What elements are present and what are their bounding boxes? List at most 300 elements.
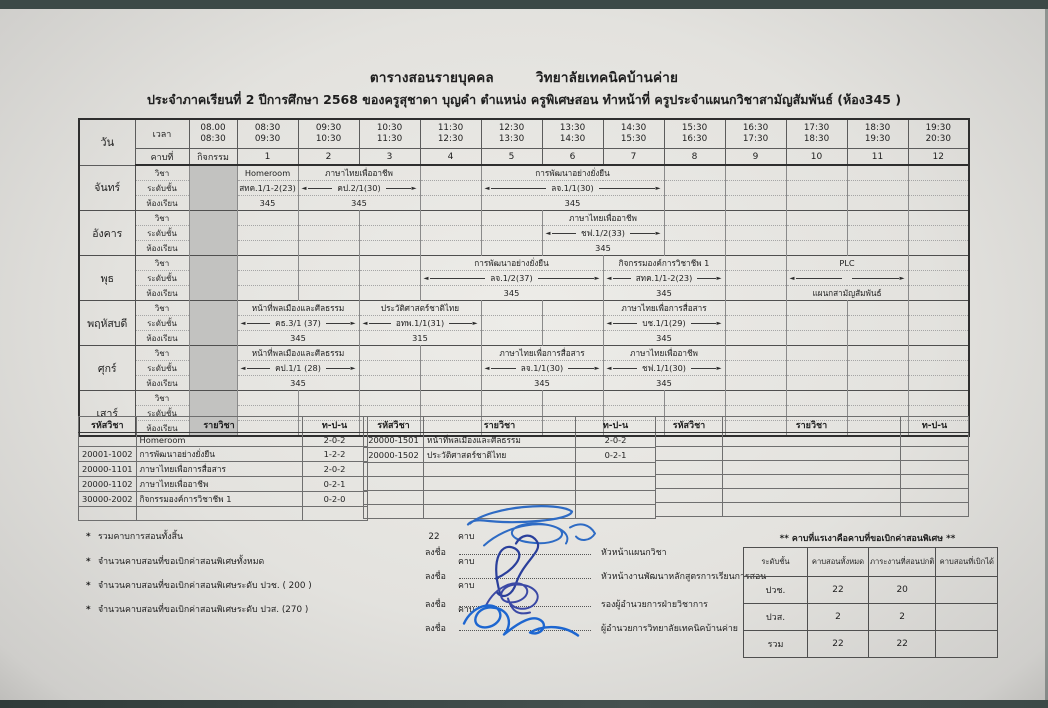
day-name: เสาร์: [79, 391, 135, 437]
summary-unit: คาบ: [458, 532, 475, 542]
empty-period-cell: [786, 301, 847, 316]
course-code-cell: 30000-2002: [79, 492, 137, 507]
group-cell: [237, 361, 359, 376]
room-cell: 345: [542, 241, 664, 256]
arrow-right-icon: ►: [899, 273, 905, 282]
empty-period-cell: [786, 346, 847, 361]
arrow-right-icon: ►: [716, 273, 722, 282]
subrow-label: ห้องเรียน: [135, 331, 189, 346]
subrow-label: ระดับชั้น: [135, 361, 189, 376]
group-text: อทพ.1/1(31): [395, 317, 445, 328]
subrow-label: ระดับชั้น: [135, 271, 189, 286]
course-name-cell: [424, 505, 576, 519]
timetable: [78, 118, 970, 437]
group-cell: [420, 271, 603, 286]
empty-period-cell: [237, 286, 298, 301]
course-table-row: [79, 507, 368, 521]
course-name-cell: [136, 507, 302, 521]
claim-header-cell: คาบสอนทั้งหมด: [808, 548, 869, 577]
course-code-cell: [364, 505, 424, 519]
course-table-row: [364, 477, 656, 491]
shaded-period-note: ** คาบที่แรเงาคือคาบที่ขอเบิกค่าสอนพิเศษ **: [779, 534, 956, 544]
empty-period-cell: [359, 211, 420, 226]
empty-period-cell: [847, 331, 908, 346]
time-header-cell: 10:30 11:30: [359, 119, 420, 149]
room-cell: 345: [481, 376, 603, 391]
signature-line: [459, 621, 591, 631]
empty-period-cell: [847, 241, 908, 256]
course-table-header-row: [364, 417, 656, 433]
sign-label: ลงชื่อ: [425, 624, 446, 634]
time-header-cell: 08.00 08:30: [189, 119, 237, 149]
empty-period-cell: [908, 301, 969, 316]
subrow-label: ห้องเรียน: [135, 196, 189, 211]
empty-period-cell: [298, 391, 359, 406]
empty-period-cell: [420, 361, 481, 376]
subject-cell: ภาษาไทยเพื่ออาชีพ: [542, 211, 664, 226]
group-cell: [359, 316, 481, 331]
course-table-row: [79, 462, 368, 477]
credit-cell: 0-2-1: [576, 448, 656, 463]
course-code-table: [78, 416, 368, 521]
claim-value-cell: 2: [808, 604, 869, 631]
signature-row-1: [425, 545, 667, 559]
empty-period-cell: [908, 331, 969, 346]
group-text: คป.2/1(30): [337, 182, 381, 193]
time-header-cell: 14:30 15:30: [603, 119, 664, 149]
time-header-cell: 08:30 09:30: [237, 119, 298, 149]
period-number-cell: 5: [481, 149, 542, 166]
empty-period-cell: [481, 211, 542, 226]
subrow-label: ระดับชั้น: [135, 181, 189, 196]
arrow-left-icon: ◄: [240, 363, 246, 372]
course-table-header-row: [656, 417, 969, 433]
period-number-cell: 7: [603, 149, 664, 166]
group-text: สทค.1/1-2(23): [635, 272, 693, 283]
group-cell: สทค.1/1-2(23): [237, 181, 298, 196]
day-name: จันทร์: [79, 165, 135, 211]
empty-period-cell: [908, 376, 969, 391]
empty-period-cell: [359, 226, 420, 241]
day-name: ศุกร์: [79, 346, 135, 391]
empty-period-cell: [359, 256, 420, 271]
time-header-cell: 12:30 13:30: [481, 119, 542, 149]
empty-period-cell: [420, 391, 481, 406]
subject-cell: PLC: [786, 256, 908, 271]
credit-cell: 2-0-2: [302, 433, 367, 447]
empty-period-cell: [542, 391, 603, 406]
day-subrow: [79, 211, 969, 226]
arrow-right-icon: ►: [716, 363, 722, 372]
course-table-header-cell: รหัสวิชา: [656, 417, 723, 433]
group-cell: [542, 226, 664, 241]
empty-period-cell: [786, 391, 847, 406]
course-table-row: [79, 447, 368, 462]
signature-row-3: [425, 597, 708, 611]
claim-table: [743, 547, 998, 658]
room-cell: 345: [603, 286, 725, 301]
summary-text: รวมคาบการสอนทั้งสิ้น: [98, 532, 184, 542]
course-name-cell: [723, 433, 901, 447]
group-text: บช.1/1(29): [642, 317, 686, 328]
signature-row-2: [425, 569, 766, 583]
empty-period-cell: [786, 211, 847, 226]
subrow-label: ห้องเรียน: [135, 241, 189, 256]
claim-value-cell: ปวส.: [744, 604, 808, 631]
course-code-cell: [656, 433, 723, 447]
time-header-cell: 13:30 14:30: [542, 119, 603, 149]
signature-line: [459, 569, 591, 579]
course-code-cell: 20001-1002: [79, 447, 137, 462]
course-name-cell: [424, 463, 576, 477]
empty-period-cell: [908, 271, 969, 286]
room-cell: 345: [603, 331, 725, 346]
empty-period-cell: [481, 226, 542, 241]
empty-period-cell: [908, 211, 969, 226]
course-table-header-cell: ท-ป-น: [302, 417, 367, 433]
subrow-label: วิชา: [135, 165, 189, 181]
arrow-right-icon: ►: [594, 363, 600, 372]
period-number-cell: 4: [420, 149, 481, 166]
credit-cell: [901, 461, 969, 475]
course-table-row: [656, 475, 969, 489]
claim-value-cell: 22: [808, 577, 869, 604]
empty-period-cell: [298, 226, 359, 241]
subject-cell: ภาษาไทยเพื่อการสื่อสาร: [603, 301, 725, 316]
period-number-cell: 3: [359, 149, 420, 166]
empty-period-cell: [481, 331, 542, 346]
period-number-cell: 8: [664, 149, 725, 166]
course-table-1: [78, 416, 368, 521]
group-cell: [237, 316, 359, 331]
course-table-header-cell: ท-ป-น: [901, 417, 969, 433]
empty-period-cell: [908, 181, 969, 196]
arrow-right-icon: ►: [594, 273, 600, 282]
course-code-cell: [364, 463, 424, 477]
room-cell: 345: [298, 196, 420, 211]
empty-period-cell: [359, 391, 420, 406]
empty-period-cell: [420, 226, 481, 241]
summary-text: จำนวนคาบสอนที่ขอเบิกค่าสอนพิเศษทั้งหมด: [98, 557, 265, 567]
arrow-left-icon: ◄: [606, 273, 612, 282]
sign-label: ลงชื่อ: [425, 548, 446, 558]
course-table-3: [655, 416, 969, 517]
empty-period-cell: [359, 241, 420, 256]
day-subrow: [79, 301, 969, 316]
arrow-right-icon: ►: [655, 183, 661, 192]
subject-cell: Homeroom: [237, 165, 298, 181]
sign-label: ลงชื่อ: [425, 600, 446, 610]
empty-period-cell: [237, 241, 298, 256]
course-code-cell: [656, 475, 723, 489]
summary-unit: คาบ: [458, 557, 475, 567]
room-cell: 345: [603, 376, 725, 391]
empty-period-cell: [847, 376, 908, 391]
subrow-label: ห้องเรียน: [135, 421, 189, 437]
subject-cell: การพัฒนาอย่างยั่งยืน: [481, 165, 664, 181]
group-text: ลจ.1/1(30): [520, 362, 564, 373]
subrow-label: วิชา: [135, 391, 189, 406]
course-name-cell: กิจกรรมองค์การวิชาชีพ 1: [136, 492, 302, 507]
subrow-label: ระดับชั้น: [135, 316, 189, 331]
empty-period-cell: [908, 196, 969, 211]
period-number-cell: 9: [725, 149, 786, 166]
summary-unit: คาบ: [458, 605, 475, 615]
empty-period-cell: [420, 346, 481, 361]
empty-period-cell: [298, 256, 359, 271]
time-header-cell: 17:30 18:30: [786, 119, 847, 149]
group-cell: [481, 181, 664, 196]
group-text: คธ.3/1 (37): [275, 317, 321, 328]
empty-period-cell: [237, 391, 298, 406]
course-name-cell: Homeroom: [136, 433, 302, 447]
arrow-left-icon: ◄: [240, 318, 246, 327]
empty-period-cell: [664, 391, 725, 406]
claim-header-cell: ภาระงานที่สอนปกติ: [869, 548, 936, 577]
day-subrow: [79, 391, 969, 406]
activity-shaded-cell: [189, 165, 237, 211]
subrow-label: วิชา: [135, 346, 189, 361]
subject-cell: ภาษาไทยเพื่อการสื่อสาร: [481, 346, 603, 361]
signature-row-4: [425, 621, 738, 635]
empty-period-cell: [908, 286, 969, 301]
empty-period-cell: [298, 241, 359, 256]
empty-period-cell: [847, 165, 908, 181]
empty-period-cell: [725, 181, 786, 196]
empty-period-cell: [786, 361, 847, 376]
empty-period-cell: [481, 316, 542, 331]
activity-shaded-cell: [189, 346, 237, 391]
credit-cell: [901, 475, 969, 489]
credit-cell: [302, 507, 367, 521]
course-table-row: [364, 448, 656, 463]
credit-cell: [576, 505, 656, 519]
empty-period-cell: [786, 241, 847, 256]
empty-period-cell: [664, 196, 725, 211]
room-cell: 345: [237, 376, 359, 391]
subject-cell: การพัฒนาอย่างยั่งยืน: [420, 256, 603, 271]
empty-period-cell: [664, 211, 725, 226]
time-header-cell: 18:30 19:30: [847, 119, 908, 149]
day-column-header: วัน: [79, 119, 135, 165]
period-number-cell: 10: [786, 149, 847, 166]
empty-period-cell: [786, 196, 847, 211]
arrow-left-icon: ◄: [423, 273, 429, 282]
empty-period-cell: [847, 361, 908, 376]
empty-period-cell: [786, 331, 847, 346]
claim-value-cell: 20: [869, 577, 936, 604]
empty-period-cell: [786, 376, 847, 391]
subject-cell: หน้าที่พลเมืองและศีลธรรม: [237, 301, 359, 316]
claim-value-cell: [936, 604, 998, 631]
course-table-row: [656, 461, 969, 475]
room-cell: แผนกสามัญสัมพันธ์: [786, 286, 908, 301]
empty-period-cell: [664, 226, 725, 241]
claim-data-row: [744, 631, 998, 658]
signer-title: ผู้อำนวยการวิทยาลัยเทคนิคบ้านค่าย: [601, 624, 738, 634]
day-name: พฤหัสบดี: [79, 301, 135, 346]
period-number-cell: 12: [908, 149, 969, 166]
arrow-left-icon: ◄: [789, 273, 795, 282]
day-name: พุธ: [79, 256, 135, 301]
credit-cell: 2-0-2: [302, 462, 367, 477]
period-label: คาบที่: [135, 149, 189, 166]
empty-period-cell: [725, 271, 786, 286]
course-name-cell: [723, 447, 901, 461]
empty-period-cell: [664, 241, 725, 256]
course-code-cell: [79, 507, 137, 521]
course-code-cell: [656, 447, 723, 461]
course-code-cell: 20000-1501: [364, 433, 424, 448]
timetable-grid: [78, 118, 970, 437]
course-table-header-cell: รายวิชา: [136, 417, 302, 433]
empty-period-cell: [725, 286, 786, 301]
course-table-row: [79, 477, 368, 492]
empty-period-cell: [481, 301, 542, 316]
course-name-cell: ประวัติศาสตร์ชาติไทย: [424, 448, 576, 463]
course-code-cell: [656, 503, 723, 517]
scan-edge-top: [0, 0, 1048, 9]
empty-period-cell: [847, 301, 908, 316]
empty-period-cell: [908, 361, 969, 376]
course-table-row: [364, 491, 656, 505]
group-text: ลจ.1/2(37): [490, 272, 533, 283]
credit-cell: 1-2-2: [302, 447, 367, 462]
empty-period-cell: [542, 301, 603, 316]
claim-value-cell: ปวช.: [744, 577, 808, 604]
empty-period-cell: [542, 331, 603, 346]
bullet-marker: *: [86, 581, 91, 591]
claim-value-cell: 2: [869, 604, 936, 631]
subrow-label: วิชา: [135, 256, 189, 271]
room-cell: 345: [237, 196, 298, 211]
empty-period-cell: [359, 361, 420, 376]
signer-title: หัวหน้างานพัฒนาหลักสูตรการเรียนการสอน: [601, 572, 767, 582]
course-name-cell: [723, 503, 901, 517]
claim-data-row: [744, 604, 998, 631]
period-number-cell: กิจกรรม: [189, 149, 237, 166]
empty-period-cell: [298, 271, 359, 286]
empty-period-cell: [237, 271, 298, 286]
credit-cell: [901, 489, 969, 503]
course-table-row: [364, 433, 656, 448]
empty-period-cell: [847, 211, 908, 226]
subject-cell: กิจกรรมองค์การวิชาชีพ 1: [603, 256, 725, 271]
bullet-marker: *: [86, 532, 91, 542]
claim-value-cell: รวม: [744, 631, 808, 658]
course-table-row: [656, 489, 969, 503]
empty-period-cell: [847, 346, 908, 361]
credit-cell: [901, 503, 969, 517]
credit-cell: [576, 463, 656, 477]
summary-value: 22: [428, 532, 440, 542]
claim-value-cell: 22: [869, 631, 936, 658]
time-header-cell: 11:30 12:30: [420, 119, 481, 149]
course-name-cell: [424, 477, 576, 491]
claim-value-cell: 22: [808, 631, 869, 658]
course-code-cell: [79, 433, 137, 447]
claim-value-cell: [936, 577, 998, 604]
course-table-row: [656, 503, 969, 517]
period-number-cell: 6: [542, 149, 603, 166]
document-title-left: ตารางสอนรายบุคคล: [369, 70, 494, 86]
activity-shaded-cell: [189, 256, 237, 301]
empty-period-cell: [359, 286, 420, 301]
subrow-label: ระดับชั้น: [135, 226, 189, 241]
course-code-cell: [656, 461, 723, 475]
period-number-cell: 11: [847, 149, 908, 166]
empty-period-cell: [908, 391, 969, 406]
empty-period-cell: [359, 346, 420, 361]
course-table-header-cell: รายวิชา: [723, 417, 901, 433]
empty-period-cell: [664, 181, 725, 196]
course-name-cell: [723, 461, 901, 475]
arrow-left-icon: ◄: [301, 183, 307, 192]
empty-period-cell: [237, 226, 298, 241]
group-cell: [603, 271, 725, 286]
room-cell: 345: [237, 331, 359, 346]
subrow-label: วิชา: [135, 211, 189, 226]
time-header-cell: 16:30 17:30: [725, 119, 786, 149]
course-table-header-cell: รหัสวิชา: [79, 417, 137, 433]
empty-period-cell: [908, 165, 969, 181]
course-table-row: [364, 463, 656, 477]
credit-cell: 0-2-1: [302, 477, 367, 492]
course-name-cell: การพัฒนาอย่างยั่งยืน: [136, 447, 302, 462]
group-text: ชฟ.1/1(30): [642, 362, 686, 373]
empty-period-cell: [725, 241, 786, 256]
subrow-label: ห้องเรียน: [135, 286, 189, 301]
credit-cell: [901, 447, 969, 461]
credit-cell: [576, 491, 656, 505]
course-code-cell: [656, 489, 723, 503]
signer-title: หัวหน้าแผนกวิชา: [601, 548, 667, 558]
course-name-cell: หน้าที่พลเมืองและศีลธรรม: [424, 433, 576, 448]
arrow-left-icon: ◄: [484, 183, 490, 192]
empty-period-cell: [725, 165, 786, 181]
bullet-marker: *: [86, 605, 91, 615]
empty-period-cell: [359, 271, 420, 286]
time-header-cell: 09:30 10:30: [298, 119, 359, 149]
arrow-left-icon: ◄: [362, 318, 368, 327]
empty-period-cell: [725, 376, 786, 391]
course-name-cell: [424, 491, 576, 505]
course-code-cell: [364, 491, 424, 505]
empty-period-cell: [420, 241, 481, 256]
scan-edge-bottom: [0, 700, 1048, 708]
room-cell: 345: [481, 196, 664, 211]
room-cell: 315: [359, 331, 481, 346]
signature-line: [459, 545, 591, 555]
group-cell: [786, 271, 908, 286]
empty-period-cell: [847, 316, 908, 331]
course-code-cell: 20000-1502: [364, 448, 424, 463]
claim-summary-table: [743, 547, 998, 658]
credit-cell: 2-0-2: [576, 433, 656, 448]
empty-period-cell: [908, 226, 969, 241]
credit-cell: [901, 433, 969, 447]
group-text: ชฟ.1/2(33): [581, 227, 625, 238]
empty-period-cell: [725, 316, 786, 331]
signature-line: [459, 597, 591, 607]
time-label: เวลา: [135, 119, 189, 149]
empty-period-cell: [298, 286, 359, 301]
day-subrow: [79, 256, 969, 271]
empty-period-cell: [847, 181, 908, 196]
course-table-header-cell: รายวิชา: [424, 417, 576, 433]
empty-period-cell: [908, 346, 969, 361]
claim-value-cell: [936, 631, 998, 658]
